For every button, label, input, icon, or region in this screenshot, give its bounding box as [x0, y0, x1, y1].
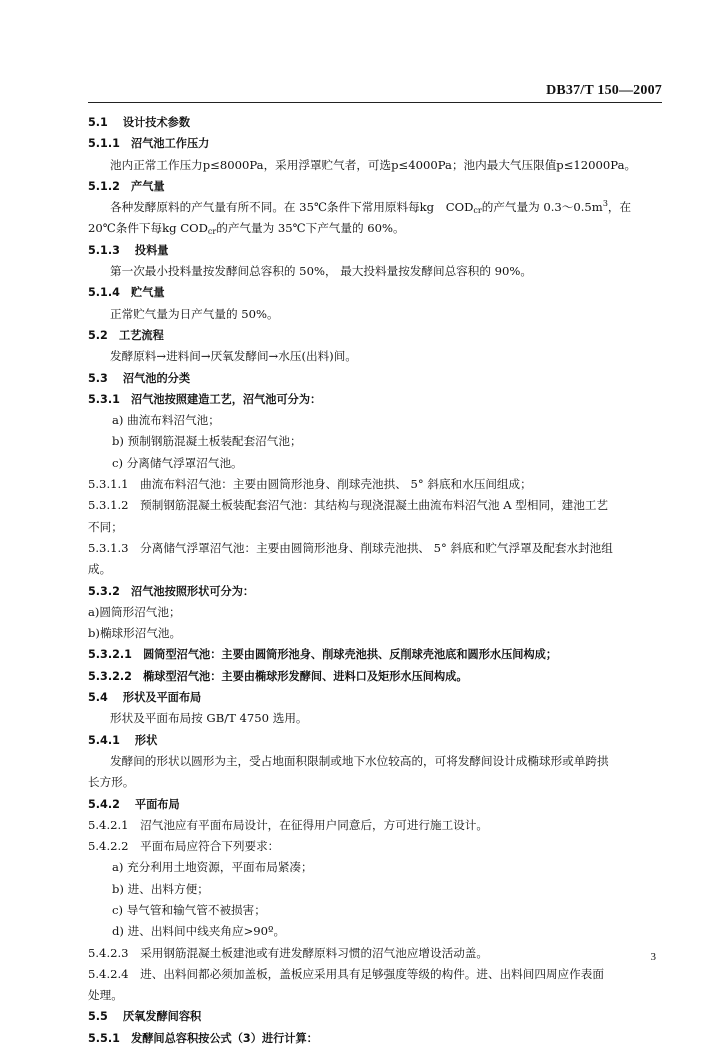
body-line: c) 分离储气浮罩沼气池。	[112, 455, 243, 470]
section-heading: 5.1 设计技术参数	[88, 116, 191, 129]
body-line: 形状及平面布局按 GB/T 4750 选用。	[110, 711, 308, 726]
body-line: a) 曲流布料沼气池；	[112, 413, 220, 428]
section-heading: 5.3.2 沼气池按照形状可分为：	[88, 584, 255, 598]
section-heading: 5.1.3 投料量	[88, 243, 169, 257]
body-line: 成。	[88, 562, 112, 577]
body-line: 5.4.2.4 进、出料间都必须加盖板，盖板应采用具有足够强度等级的构件。进、出料间四周应作表面	[88, 966, 604, 981]
section-heading: 5.5 厌氧发酵间容积	[88, 1010, 202, 1024]
section-heading: 5.5.1 发酵间总容积按公式（3）进行计算：	[88, 1031, 318, 1045]
section-heading: 5.1.2 产气量	[88, 179, 165, 193]
section-heading: 5.4.2 平面布局	[88, 797, 180, 811]
body-line: 发酵间的形状以圆形为主，受占地面积限制或地下水位较高的，可将发酵间设计成椭球形或单跨拱	[110, 753, 609, 768]
body-line: 长方形。	[88, 775, 135, 790]
section-heading: 5.3.2.2 椭球型沼气池：主要由椭球形发酵间、进料口及矩形水压间构成。	[88, 669, 468, 683]
header-rule	[88, 102, 662, 103]
section-heading: 5.3.2.1 圆筒型沼气池：主要由圆筒形池身、削球壳池拱、反削球壳池底和圆形水压间构成；	[88, 648, 558, 662]
body-line: 处理。	[88, 988, 123, 1003]
subscript: cr	[473, 206, 482, 216]
body-line: b)椭球形沼气池。	[88, 626, 182, 641]
body-line	[88, 218, 662, 239]
document-body	[88, 112, 662, 1049]
body-line	[88, 197, 662, 218]
body-line: 第一次最小投料量按发酵间总容积的 50%， 最大投料量按发酵间总容积的 90%。	[110, 264, 533, 279]
body-line: 发酵原料→进料间→厌氧发酵间→水压(出料)间。	[110, 349, 357, 364]
section-heading: 5.3 沼气池的分类	[88, 371, 191, 385]
body-line: 5.3.1.3 分离储气浮罩沼气池：主要由圆筒形池身、削球壳池拱、 5° 斜底和贮气浮罩及配套水封池组	[88, 540, 613, 555]
body-line: 5.3.1.2 预制钢筋混凝土板装配套沼气池：其结构与现浇混凝土曲流布料沼气池 A 型相同，建池工艺	[88, 498, 609, 513]
text-segment: 的产气量为 35℃下产气量的 60%。	[216, 221, 405, 236]
section-heading: 5.4.1 形状	[88, 733, 158, 747]
section-heading: 5.3.1 沼气池按照建造工艺，沼气池可分为：	[88, 392, 322, 406]
body-line: 不同；	[88, 519, 123, 534]
text-segment: ，在	[607, 200, 632, 215]
body-line: d) 进、出料间中线夹角应>90º。	[112, 924, 286, 939]
section-heading: 5.4 形状及平面布局	[88, 691, 202, 705]
superscript: 3	[602, 199, 608, 209]
body-line: b) 预制钢筋混凝土板装配套沼气池；	[112, 434, 302, 449]
body-line: c) 导气管和输气管不被损害；	[112, 902, 266, 917]
body-line: 5.4.2.3 采用钢筋混凝土板建池或有进发酵原料习惯的沼气池应增设活动盖。	[88, 945, 488, 960]
text-segment: 各种发酵原料的产气量有所不同。在 35℃条件下常用原料每kg COD	[110, 200, 474, 215]
subscript: cr	[207, 227, 217, 237]
section-heading: 5.2 工艺流程	[88, 328, 164, 342]
body-line: a)圆筒形沼气池；	[88, 604, 181, 619]
text-segment: 的产气量为 0.3～0.5m	[481, 200, 603, 215]
body-line: a) 充分利用土地资源，平面布局紧凑；	[112, 860, 313, 875]
body-line: b) 进、出料方便；	[112, 881, 209, 896]
text-segment: 20℃条件下每kg COD	[88, 221, 208, 236]
section-heading: 5.1.1 沼气池工作压力	[88, 137, 210, 151]
section-heading: 5.1.4 贮气量	[88, 286, 165, 300]
body-line: 正常贮气量为日产气量的 50%。	[110, 306, 279, 321]
body-line: 池内正常工作压力p≤8000Pa，采用浮罩贮气者，可选p≤4000Pa；池内最大气压限值p≤12000Pa。	[110, 157, 637, 172]
body-line: 5.3.1.1 曲流布料沼气池：主要由圆筒形池身、削球壳池拱、 5° 斜底和水压间组成；	[88, 477, 532, 492]
body-line: 5.4.2.2 平面布局应符合下列要求：	[88, 839, 280, 854]
document-code: DB37/T 150—2007	[546, 83, 662, 98]
page-number: 3	[650, 951, 656, 963]
body-line: 5.4.2.1 沼气池应有平面布局设计，在征得用户同意后，方可进行施工设计。	[88, 817, 488, 832]
